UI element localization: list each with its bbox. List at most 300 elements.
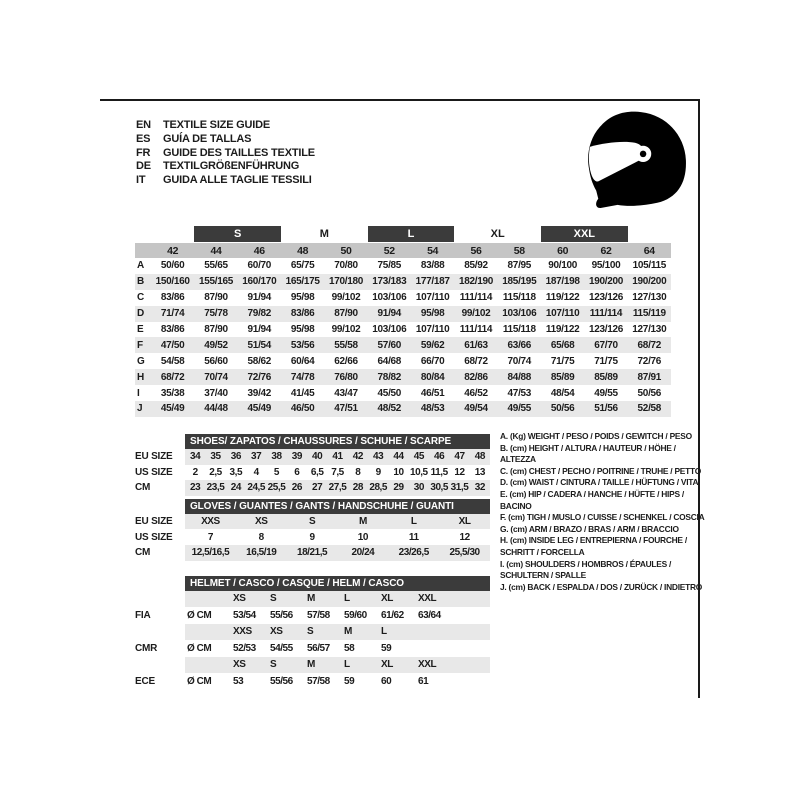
value-cell: 24,5 — [247, 482, 265, 494]
value-cell: 8 — [355, 466, 361, 478]
value-cell: 43 — [373, 451, 384, 463]
size-value: 64/68 — [377, 355, 402, 367]
size-value: 107/110 — [545, 308, 580, 320]
size-value: 107/110 — [415, 324, 450, 335]
size-value: 65/75 — [290, 260, 315, 272]
helmet-sizes — [185, 591, 490, 607]
size-number: 54 — [427, 244, 439, 257]
helmet-size: XS — [233, 659, 246, 671]
empty-cell — [185, 624, 231, 640]
size-number: 58 — [513, 244, 525, 257]
language-title: GUIDA ALLE TAGLIE TESSILI — [163, 174, 312, 187]
helmet-values — [185, 673, 490, 690]
size-value: 85/89 — [550, 371, 575, 383]
value-cell: 29 — [393, 482, 404, 494]
row-values — [185, 545, 490, 561]
size-number: 42 — [167, 244, 179, 257]
empty-cell — [185, 591, 231, 607]
size-group-xl: XL — [490, 228, 505, 240]
helmet-value: 56/57 — [307, 642, 330, 654]
table-title-row — [135, 576, 491, 591]
row-label: A — [137, 260, 145, 272]
value-cell: 30 — [413, 482, 424, 494]
size-value: 57/60 — [377, 339, 402, 351]
helmet-value: 63/64 — [418, 609, 441, 621]
helmet-size-table — [135, 576, 491, 690]
value-cell: 2,5 — [209, 466, 222, 478]
size-value: 99/102 — [331, 292, 361, 304]
size-value: 173/183 — [372, 276, 407, 288]
size-value: 90/100 — [548, 260, 578, 272]
empty-cell — [185, 657, 231, 673]
size-group-l: L — [368, 226, 455, 242]
size-value: 60/70 — [247, 260, 272, 272]
size-value: 59/62 — [420, 339, 445, 351]
language-row — [136, 133, 315, 147]
size-value: 103/106 — [372, 324, 407, 335]
size-value: 68/72 — [464, 355, 488, 367]
gloves-size-table — [135, 499, 491, 561]
value-cell: XS — [255, 516, 268, 528]
size-value: 48/54 — [550, 387, 575, 399]
size-value: 78/82 — [377, 371, 402, 383]
size-value: 46/52 — [464, 387, 488, 399]
size-value: 111/114 — [459, 292, 493, 304]
table-title-bar: SHOES/ ZAPATOS / CHAUSSURES / SCHUHE / SCARPE — [185, 434, 490, 449]
size-table-row — [135, 337, 671, 353]
measurement-legend — [500, 431, 707, 593]
language-row — [136, 119, 315, 133]
value-cell: 7 — [207, 531, 213, 543]
value-cell: 18/21,5 — [296, 547, 328, 559]
row-label: EU SIZE — [135, 516, 173, 528]
size-value: 54/58 — [160, 355, 185, 367]
size-value: 75/85 — [377, 260, 402, 272]
size-value: 87/90 — [334, 308, 358, 320]
size-value: 170/180 — [328, 276, 364, 288]
size-value: 79/82 — [247, 308, 272, 320]
value-cell: 45 — [413, 451, 424, 463]
size-value: 46/51 — [420, 387, 445, 399]
size-value: 45/49 — [160, 403, 185, 415]
size-value: 95/98 — [290, 324, 315, 335]
helmet-value: 55/56 — [270, 609, 293, 621]
size-value: 51/54 — [247, 339, 272, 351]
size-value: 99/102 — [331, 324, 361, 335]
helmet-size-label-row — [135, 657, 491, 673]
size-value: 51/56 — [594, 403, 618, 415]
legend-item: I. (cm) SHOULDERS / HOMBROS / ÉPAULES / SCHULTERN / SPALLE — [500, 558, 672, 581]
size-value: 85/89 — [594, 371, 618, 383]
legend-item: F. (cm) TIGH / MUSLO / CUISSE / SCHENKEL / COSCIA — [500, 512, 705, 523]
size-value: 80/84 — [420, 371, 445, 383]
size-value: 41/45 — [290, 387, 315, 399]
value-cell: 24 — [230, 482, 241, 494]
size-table-row — [135, 401, 671, 417]
size-value: 127/130 — [632, 292, 667, 304]
size-value: 182/190 — [458, 276, 494, 288]
legend-item: C. (cm) CHEST / PECHO / POITRINE / TRUHE / PETTO — [500, 465, 701, 476]
size-value: 61/63 — [464, 339, 488, 351]
language-title: GUIDE DES TAILLES TEXTILE — [163, 146, 315, 159]
value-cell: 34 — [190, 451, 201, 463]
size-value: 115/119 — [632, 308, 666, 320]
diameter-label: Ø CM — [187, 675, 212, 687]
racing-helmet-icon — [584, 109, 692, 209]
size-value: 74/78 — [290, 371, 315, 383]
value-cell: 23,5 — [206, 482, 225, 494]
value-cell: 16,5/19 — [246, 547, 277, 559]
helmet-size: XL — [381, 659, 393, 671]
size-value: 53/56 — [290, 339, 315, 351]
size-number: 52 — [383, 244, 395, 257]
size-value: 127/130 — [632, 324, 667, 335]
value-cell: XXS — [201, 516, 220, 528]
size-value: 160/170 — [242, 276, 277, 288]
row-label: US SIZE — [135, 466, 173, 478]
row-label: H — [137, 371, 145, 383]
size-value: 115/118 — [502, 324, 536, 335]
size-number: 56 — [470, 244, 482, 257]
table-title-row — [135, 499, 491, 514]
size-value: 49/55 — [507, 403, 532, 415]
size-value: 65/68 — [550, 339, 575, 351]
size-number: 50 — [340, 244, 352, 257]
value-cell: 5 — [273, 466, 280, 478]
size-value: 87/95 — [507, 260, 532, 272]
size-value: 67/70 — [594, 339, 618, 351]
size-value: 119/122 — [545, 324, 580, 335]
size-value: 177/187 — [415, 276, 450, 288]
size-value: 43/47 — [334, 387, 358, 399]
size-value: 47/53 — [507, 387, 532, 399]
standard-label: FIA — [135, 609, 151, 621]
size-value: 58/62 — [247, 355, 272, 367]
size-value: 95/100 — [591, 260, 621, 272]
table-row — [135, 449, 491, 465]
value-cell: 44 — [393, 451, 404, 463]
size-value: 75/78 — [204, 308, 228, 320]
size-value: 87/91 — [637, 371, 662, 383]
language-row — [136, 160, 315, 174]
page-border-right — [698, 99, 700, 698]
size-number: 62 — [600, 244, 612, 257]
language-code: DE — [136, 160, 151, 173]
size-value: 83/86 — [290, 308, 315, 320]
helmet-value: 59 — [381, 642, 392, 654]
size-value: 71/75 — [594, 355, 618, 367]
helmet-values — [185, 640, 490, 657]
value-cell: M — [358, 516, 367, 528]
value-cell: 48 — [474, 451, 485, 463]
size-value: 63/66 — [507, 339, 532, 351]
title-spacer — [135, 434, 185, 449]
row-label: B — [137, 276, 145, 288]
value-cell: 32 — [474, 482, 485, 494]
size-number: 48 — [297, 244, 309, 257]
size-value: 91/94 — [247, 292, 272, 304]
value-cell: 7,5 — [331, 466, 344, 478]
size-value: 55/65 — [204, 260, 228, 272]
value-cell: 42 — [352, 451, 363, 463]
size-value: 87/90 — [204, 324, 228, 335]
language-code: IT — [136, 174, 146, 187]
size-value: 87/90 — [204, 292, 228, 304]
size-value: 70/74 — [204, 371, 228, 383]
row-label-spacer — [135, 591, 185, 607]
row-label: I — [137, 387, 140, 399]
helmet-value: 57/58 — [307, 675, 330, 687]
size-value: 71/75 — [550, 355, 575, 367]
value-cell: 38 — [271, 451, 282, 463]
size-value: 99/102 — [461, 308, 491, 320]
table-row — [135, 545, 491, 561]
helmet-size: S — [307, 626, 314, 638]
helmet-size: L — [381, 626, 387, 638]
value-cell: 3,5 — [229, 466, 243, 478]
row-label: CM — [135, 482, 151, 494]
table-title-row — [135, 434, 491, 449]
size-value: 83/88 — [420, 260, 445, 272]
value-cell: 2 — [192, 466, 198, 478]
size-value: 111/114 — [589, 308, 623, 320]
value-cell: 6,5 — [310, 466, 324, 478]
helmet-size — [416, 624, 453, 640]
helmet-size: M — [307, 659, 315, 671]
value-cell: 27 — [312, 482, 323, 494]
helmet-sizes — [185, 624, 490, 640]
helmet-size: S — [270, 659, 277, 671]
size-value: 190/200 — [588, 276, 624, 288]
size-value: 83/86 — [160, 292, 185, 304]
value-cell: 13 — [474, 466, 485, 478]
helmet-size: S — [270, 593, 277, 605]
helmet-size: L — [344, 659, 350, 671]
empty-cell — [453, 591, 490, 607]
size-group-row — [135, 226, 671, 242]
empty-cell — [453, 607, 490, 624]
size-value: 91/94 — [377, 308, 402, 320]
value-cell: 26 — [291, 482, 302, 494]
language-row — [136, 174, 315, 188]
value-cell: 27,5 — [328, 482, 347, 494]
legend-item: B. (cm) HEIGHT / ALTURA / HAUTEUR / HÖHE / ALTEZZA — [500, 442, 676, 465]
size-table-row — [135, 290, 671, 306]
empty-cell — [453, 624, 490, 640]
value-cell: 4 — [253, 466, 259, 478]
helmet-value: 61/62 — [381, 609, 404, 621]
size-value: 185/195 — [502, 276, 537, 288]
helmet-value: 61 — [418, 675, 429, 687]
size-value: 68/72 — [160, 371, 185, 383]
value-cell: 46 — [434, 451, 445, 463]
value-cell: 20/24 — [351, 547, 375, 559]
size-value: 50/60 — [160, 260, 185, 272]
helmet-value: 58 — [344, 642, 355, 654]
size-value: 84/88 — [507, 371, 532, 383]
helmet-value: 55/56 — [270, 675, 293, 687]
language-code: FR — [136, 146, 151, 159]
shoes-size-table — [135, 434, 491, 496]
value-cell: 11 — [408, 531, 419, 543]
helmet-value — [416, 640, 453, 657]
row-values — [185, 465, 490, 481]
value-cell: 30,5 — [430, 482, 448, 494]
size-value: 48/52 — [377, 403, 402, 415]
language-title: GUÍA DE TALLAS — [163, 132, 252, 145]
size-value: 46/50 — [290, 403, 315, 415]
size-value: 45/50 — [377, 387, 402, 399]
legend-item: D. (cm) WAIST / CINTURA / TAILLE / HÜFTUNG / VITA — [500, 477, 699, 488]
empty-cell — [453, 640, 490, 657]
size-number: 44 — [210, 244, 222, 257]
size-value: 44/48 — [204, 403, 228, 415]
size-value: 62/66 — [334, 355, 358, 367]
helmet-size: XXL — [418, 593, 437, 605]
size-value: 35/38 — [160, 387, 185, 399]
size-value: 119/122 — [545, 292, 580, 304]
standard-label: ECE — [135, 675, 155, 687]
size-value: 83/86 — [160, 324, 185, 335]
value-cell: 10 — [393, 466, 404, 478]
helmet-value: 57/58 — [307, 609, 330, 621]
title-spacer — [135, 499, 185, 514]
row-label: G — [137, 355, 145, 367]
size-value: 66/70 — [420, 355, 445, 367]
size-table-row — [135, 353, 671, 369]
value-cell: 12 — [459, 531, 470, 543]
value-cell: 28,5 — [369, 482, 387, 494]
size-value: 123/126 — [588, 324, 624, 335]
value-cell: XL — [458, 516, 471, 528]
size-value: 70/80 — [334, 260, 358, 272]
legend-item: H. (cm) INSIDE LEG / ENTREPIERNA / FOURCHE / SCHRITT / FORCELLA — [500, 535, 687, 557]
value-cell: 39 — [291, 451, 302, 463]
standard-label: CMR — [135, 642, 158, 654]
value-cell: 25,5/30 — [449, 547, 480, 559]
size-group-spacer — [628, 226, 671, 242]
legend-item: J. (cm) BACK / ESPALDA / DOS / ZURÜCK / INDIETRO — [500, 581, 703, 592]
legend-item: E. (cm) HIP / CADERA / HANCHE / HÜFTE / HIPS / BACINO — [500, 488, 684, 511]
language-code: ES — [136, 132, 151, 145]
value-cell: L — [410, 516, 417, 528]
empty-cell — [453, 657, 490, 673]
value-cell: 23 — [190, 482, 201, 494]
language-code: EN — [136, 119, 151, 131]
size-value: 95/98 — [420, 308, 445, 320]
helmet-sizes — [185, 657, 490, 673]
empty-cell — [453, 673, 490, 690]
value-cell: 9 — [309, 531, 315, 543]
helmet-size: L — [344, 593, 350, 605]
size-value: 55/58 — [334, 339, 358, 351]
language-title-list — [136, 119, 315, 188]
size-value: 95/98 — [290, 292, 315, 304]
legend-item: G. (cm) ARM / BRAZO / BRAS / ARM / BRACCIO — [500, 523, 679, 534]
value-cell: 41 — [332, 451, 343, 463]
value-cell: 12 — [454, 466, 465, 478]
helmet-value: 52/53 — [233, 642, 256, 654]
size-value: 155/165 — [198, 276, 234, 288]
size-table-row — [135, 274, 671, 290]
helmet-value: 60 — [381, 675, 392, 687]
value-cell: S — [308, 516, 316, 528]
value-cell: 47 — [454, 451, 465, 463]
row-label: US SIZE — [135, 531, 173, 543]
row-values — [185, 514, 490, 530]
size-value: 105/115 — [632, 260, 667, 272]
size-value: 49/55 — [594, 387, 618, 399]
size-value: 82/86 — [464, 371, 488, 383]
size-table-row — [135, 322, 671, 338]
size-value: 47/51 — [334, 403, 358, 415]
size-value: 56/60 — [204, 355, 228, 367]
size-table-row — [135, 306, 671, 322]
table-title-bar: HELMET / CASCO / CASQUE / HELM / CASCO — [185, 576, 490, 591]
size-value: 47/50 — [160, 339, 185, 351]
size-table-row — [135, 258, 671, 274]
value-cell: 6 — [294, 466, 300, 478]
size-number: 60 — [557, 244, 569, 257]
size-value: 50/56 — [637, 387, 662, 399]
row-label: CM — [135, 547, 151, 559]
diameter-label: Ø CM — [187, 609, 212, 621]
size-value: 91/94 — [247, 324, 272, 335]
size-number: 64 — [643, 244, 655, 257]
helmet-value: 53/54 — [233, 609, 256, 621]
helmet-value-row — [135, 607, 491, 624]
language-title: TEXTILE SIZE GUIDE — [163, 119, 271, 131]
table-row — [135, 529, 491, 545]
size-value: 48/53 — [420, 403, 445, 415]
helmet-value: 54/55 — [270, 642, 293, 654]
size-value: 49/52 — [204, 339, 228, 351]
row-label-spacer — [135, 657, 185, 673]
size-value: 72/76 — [637, 355, 662, 367]
helmet-value-row — [135, 640, 491, 657]
size-value: 115/118 — [502, 292, 536, 304]
size-value: 187/198 — [545, 276, 580, 288]
value-cell: 31,5 — [450, 482, 469, 494]
size-group-xxl: XXL — [541, 226, 628, 242]
size-value: 85/92 — [464, 260, 488, 272]
helmet-size: XXL — [418, 659, 437, 671]
size-value: 37/40 — [204, 387, 228, 399]
row-values — [185, 449, 490, 465]
legend-item: A. (Kg) WEIGHT / PESO / POIDS / GEWITCH / PESO — [500, 431, 692, 441]
helmet-value: 53 — [233, 675, 244, 687]
helmet-size-label-row — [135, 624, 491, 640]
size-value: 39/42 — [247, 387, 272, 399]
size-group-m: M — [319, 228, 329, 240]
helmet-value: 59/60 — [344, 609, 367, 621]
value-cell: 11,5 — [430, 466, 448, 478]
size-value: 71/74 — [160, 308, 185, 320]
value-cell: 8 — [258, 531, 264, 543]
size-value: 76/80 — [334, 371, 358, 383]
size-value: 150/160 — [155, 276, 190, 288]
size-value: 60/64 — [290, 355, 315, 367]
helmet-value: 59 — [344, 675, 355, 687]
helmet-size: XL — [381, 593, 393, 605]
value-cell: 25,5 — [267, 482, 286, 494]
size-value: 165/175 — [285, 276, 320, 288]
size-value: 68/72 — [637, 339, 662, 351]
textile-size-table — [135, 226, 671, 417]
table-title-bar: GLOVES / GUANTES / GANTS / HANDSCHUHE / GUANTI — [185, 499, 490, 514]
helmet-size-label-row — [135, 591, 491, 607]
table-row — [135, 480, 491, 496]
